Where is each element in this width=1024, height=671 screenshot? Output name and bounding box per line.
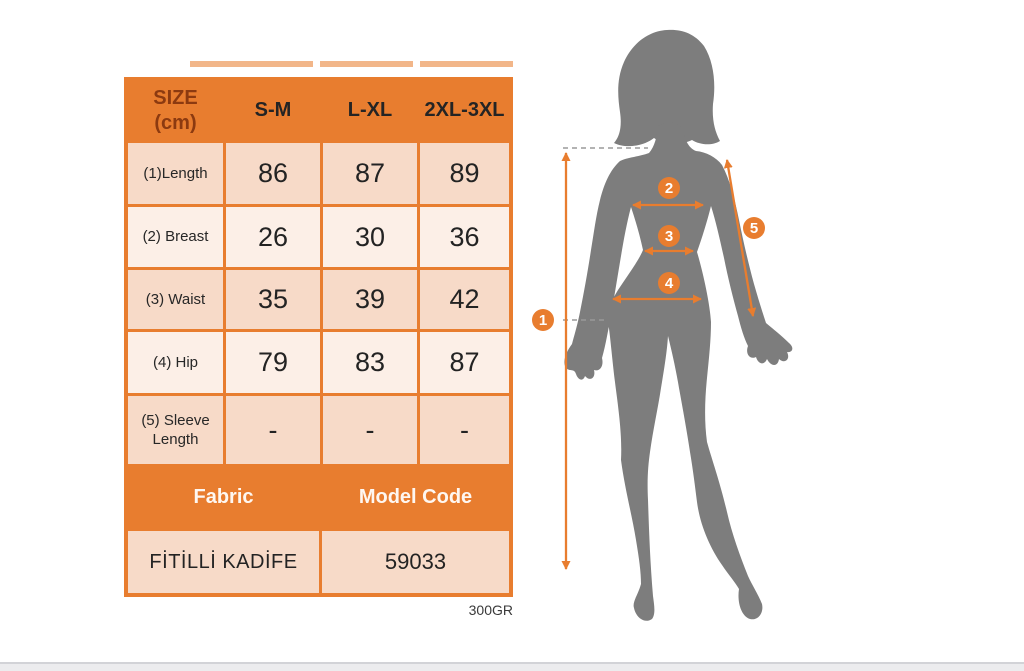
cell-waist-sm: 35 <box>226 270 320 329</box>
size-table <box>124 77 513 597</box>
measurement-figure <box>530 20 830 650</box>
cell-length-sm: 86 <box>226 143 320 204</box>
cell-sleeve-sm: - <box>226 396 320 464</box>
size-table-grid <box>128 81 509 464</box>
cell-length-2xl3xl: 89 <box>420 143 509 204</box>
marker-circle-1: 1 <box>532 309 554 331</box>
marker-circle-4: 4 <box>658 272 680 294</box>
row-label-hip: (4) Hip <box>128 332 223 393</box>
cell-waist-lxl: 39 <box>323 270 417 329</box>
row-label-breast: (2) Breast <box>128 207 223 267</box>
cell-length-lxl: 87 <box>323 143 417 204</box>
column-header-lxl: L-XL <box>347 99 393 121</box>
fabric-value: FİTİLLİ KADİFE <box>128 531 319 593</box>
fabric-info-grid <box>128 467 509 593</box>
marker-circle-3: 3 <box>658 225 680 247</box>
cell-sleeve-lxl: - <box>323 396 417 464</box>
cell-breast-2xl3xl: 36 <box>420 207 509 267</box>
cropped-table-edge <box>420 61 513 67</box>
cropped-table-edge <box>190 61 313 67</box>
marker-circle-5: 5 <box>743 217 765 239</box>
cell-sleeve-2xl3xl: - <box>420 396 509 464</box>
model-code-header: Model Code <box>358 486 473 508</box>
cell-hip-2xl3xl: 87 <box>420 332 509 393</box>
column-header-2xl3xl: 2XL-3XL <box>424 99 505 121</box>
cell-hip-sm: 79 <box>226 332 320 393</box>
cell-hip-lxl: 83 <box>323 332 417 393</box>
fabric-header: Fabric <box>193 486 254 508</box>
cell-breast-lxl: 30 <box>323 207 417 267</box>
cropped-table-edge <box>320 61 413 67</box>
row-label-sleeve: (5) Sleeve Length <box>128 396 223 464</box>
column-header-sm: S-M <box>254 99 292 121</box>
weight-note: 300GR <box>468 602 513 618</box>
woman-silhouette-body <box>564 122 792 620</box>
cell-waist-2xl3xl: 42 <box>420 270 509 329</box>
marker-circle-2: 2 <box>658 177 680 199</box>
table-corner-header: SIZE (cm) <box>153 86 198 134</box>
model-code-value: 59033 <box>322 531 509 593</box>
cell-breast-sm: 26 <box>226 207 320 267</box>
bottom-window-edge <box>0 662 1024 671</box>
row-label-waist: (3) Waist <box>128 270 223 329</box>
row-label-length: (1)Length <box>128 143 223 204</box>
